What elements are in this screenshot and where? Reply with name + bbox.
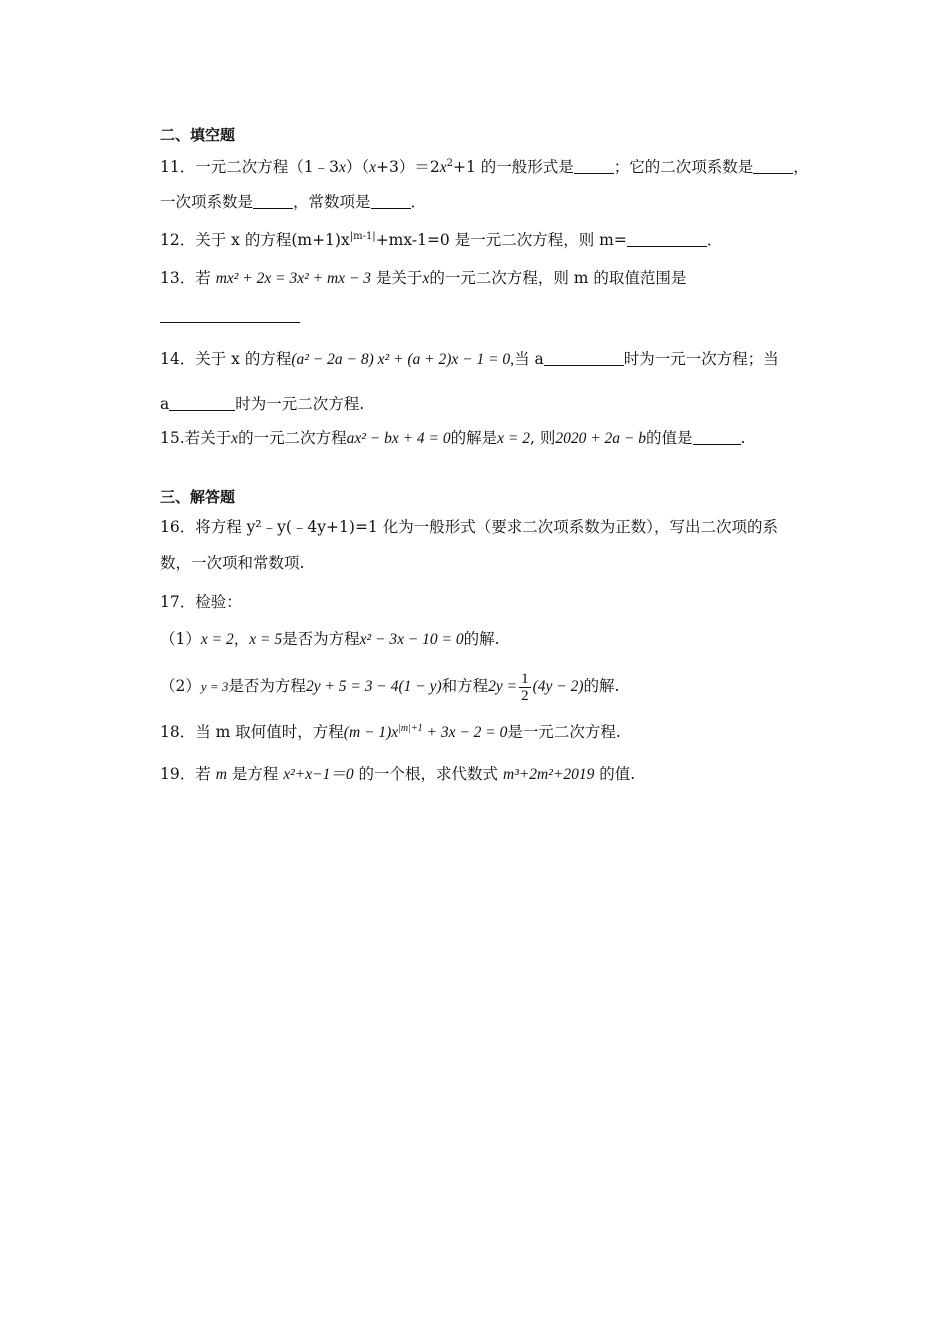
- question-number: 11．: [160, 158, 196, 176]
- question-11-line-1: 11．一元二次方程$(1﹣3x)(x+3)=2x^2+1$ 的一般形式是 ；它的二次项系数是 ，: [160, 158, 809, 176]
- answer-blank[interactable]: [574, 159, 614, 174]
- question-17-part-1: （1）x = 2，x = 5是否为方程x² − 3x − 10 = 0的解.: [160, 630, 500, 648]
- equation: (a² − 2a − 8) x² + (a + 2)x − 1 = 0,: [291, 351, 515, 368]
- question-13: 13．若 mx² + 2x = 3x² + mx − 3 是关于x的一元二次方程，则 m 的取值范围是: [160, 269, 687, 287]
- question-17-title: 17．检验：: [160, 593, 242, 611]
- question-14-line-1: 14．关于 x 的方程(a² − 2a − 8) x² + (a + 2)x − 1 = 0,当 a 时为一元一次方程；当: [160, 350, 779, 368]
- question-17-part-2: （2）y = 3是否为方程2y + 5 = 3 − 4(1 − y)和方程2y = $\frac{1}{2}$ (4y − 2)的解.: [160, 670, 620, 704]
- answer-blank[interactable]: [169, 396, 235, 411]
- section-title-answer: 三、解答题: [160, 488, 236, 506]
- question-number: 16．: [160, 518, 196, 536]
- question-15: 15.若关于x的一元二次方程ax² − bx + 4 = 0的解是x = 2, 则2020 + 2a − b的值是 .: [160, 429, 746, 447]
- fraction: $\frac{1}{2}$: [521, 670, 529, 704]
- question-16-line-2: 数，一次项和常数项.: [160, 554, 305, 572]
- question-16-line-1: 16．将方程 y²﹣y(﹣4y+1)=1 化为一般形式（要求二次项系数为正数），写出二次项的系: [160, 518, 778, 536]
- equation: x²+x−1＝0: [283, 766, 354, 783]
- question-12: 12．关于 x 的方程$(m+1)x^{|m-1|}+mx-1=0$ 是一元二次方程，则 m= ．: [160, 231, 723, 249]
- expression: m³+2m²+2019: [503, 766, 595, 783]
- question-number: 18．: [160, 723, 196, 741]
- equation: mx² + 2x = 3x² + mx − 3: [215, 270, 371, 287]
- question-18: 18．当 m 取何值时，方程$(m - 1)x^{|m|+1} + 3x - 2 = 0$是一元二次方程.: [160, 723, 621, 741]
- question-14-line-2: a 时为一元二次方程.: [160, 395, 365, 413]
- equation: 2y + 5 = 3 − 4(1 − y): [305, 678, 442, 695]
- answer-blank[interactable]: [544, 351, 624, 366]
- answer-blank[interactable]: [627, 232, 707, 247]
- equation: ax² − bx + 4 = 0: [346, 430, 451, 447]
- question-number: 13．: [160, 269, 196, 287]
- question-number: 15.: [160, 429, 185, 447]
- answer-blank[interactable]: [693, 430, 741, 445]
- answer-blank[interactable]: [753, 159, 793, 174]
- section-title-fill-blank: 二、填空题: [160, 126, 236, 144]
- answer-blank[interactable]: [371, 194, 411, 209]
- question-number: 17．: [160, 593, 196, 611]
- question-19: 19．若 m 是方程 x²+x−1＝0 的一个根，求代数式 m³+2m²+2019 的值.: [160, 765, 636, 783]
- question-number: 12．: [160, 231, 196, 249]
- answer-blank[interactable]: [253, 194, 293, 209]
- question-number: 14．: [160, 350, 196, 368]
- answer-blank[interactable]: [160, 322, 300, 323]
- question-11-line-2: 一次项系数是 ，常数项是 ．: [160, 193, 427, 211]
- equation: x² − 3x − 10 = 0: [359, 631, 464, 648]
- question-number: 19．: [160, 765, 196, 783]
